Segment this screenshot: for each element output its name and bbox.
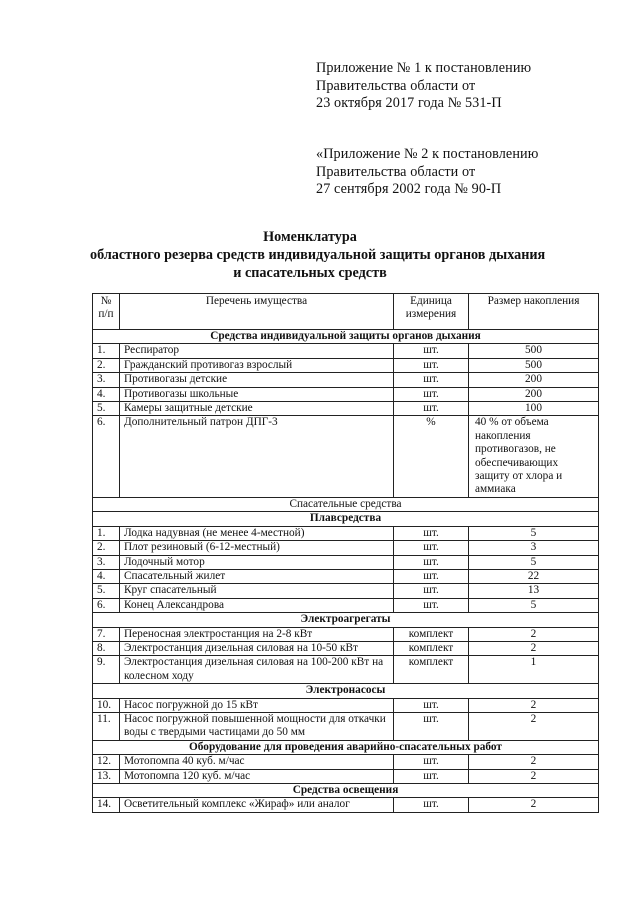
table-row: [93, 555, 599, 569]
row-number: 9.: [93, 656, 120, 684]
row-amount: 13: [469, 584, 599, 598]
row-name: Электростанция дизельная силовая на 10-50 кВт: [120, 641, 394, 655]
table-row: [93, 344, 599, 358]
appendix-line: 27 сентября 2002 года № 90-П: [316, 181, 502, 197]
table-row: [93, 769, 599, 783]
appendix-line: Правительства области от: [316, 163, 476, 180]
row-unit: шт.: [394, 712, 469, 740]
row-number: 7.: [93, 627, 120, 641]
row-name: Мотопомпа 120 куб. м/час: [120, 769, 394, 783]
row-unit: шт.: [394, 555, 469, 569]
row-amount: 5: [469, 526, 599, 540]
row-name: Мотопомпа 40 куб. м/час: [120, 755, 394, 769]
appendix-2-reference: [316, 146, 538, 199]
appendix-line: Правительства области от: [316, 77, 476, 94]
appendix-line: Приложение № 1 к постановлению: [316, 60, 532, 76]
row-unit: шт.: [394, 344, 469, 358]
row-amount: 500: [469, 358, 599, 372]
table-row: [93, 698, 599, 712]
section-respiratory: Средства индивидуальной защиты органов дыхания: [93, 330, 599, 344]
table-row: [93, 598, 599, 612]
header-unit: Единица измерения: [394, 294, 469, 330]
row-name: Переносная электростанция на 2-8 кВт: [120, 627, 394, 641]
section-lighting: Средства освещения: [93, 784, 599, 798]
row-name: Насос погружной до 15 кВт: [120, 698, 394, 712]
row-number: 5.: [93, 584, 120, 598]
row-number: 3.: [93, 555, 120, 569]
row-unit: комплект: [394, 656, 469, 684]
row-amount: 2: [469, 755, 599, 769]
row-amount: 100: [469, 402, 599, 416]
table-row: [93, 641, 599, 655]
table-body: [93, 330, 599, 813]
table-row: [93, 584, 599, 598]
row-amount: 3: [469, 541, 599, 555]
row-unit: шт.: [394, 598, 469, 612]
table-row: [93, 798, 599, 812]
table-row: [93, 627, 599, 641]
row-amount: 500: [469, 344, 599, 358]
table-row: [93, 402, 599, 416]
row-unit: шт.: [394, 698, 469, 712]
nomenclature-table: [92, 293, 599, 813]
row-name: Гражданский противогаз взрослый: [120, 358, 394, 372]
row-amount: 2: [469, 769, 599, 783]
row-name: Противогазы детские: [120, 373, 394, 387]
section-pumps: Электронасосы: [93, 684, 599, 698]
row-unit: шт.: [394, 755, 469, 769]
table-row: [93, 416, 599, 497]
row-unit: комплект: [394, 627, 469, 641]
row-unit: шт.: [394, 569, 469, 583]
row-number: 8.: [93, 641, 120, 655]
row-name: Насос погружной повышенной мощности для откачки воды с твердыми частицами до 50 мм: [120, 712, 394, 740]
section-row: [93, 684, 599, 698]
row-unit: шт.: [394, 798, 469, 812]
section-generators: Электроагрегаты: [93, 613, 599, 627]
row-name: Осветительный комплекс «Жираф» или аналог: [120, 798, 394, 812]
row-amount: 200: [469, 387, 599, 401]
section-row: [93, 330, 599, 344]
table-header-row: [93, 294, 599, 330]
row-amount: 5: [469, 598, 599, 612]
row-number: 4.: [93, 387, 120, 401]
section-rescue: Спасательные средства: [93, 497, 599, 511]
row-name: Лодочный мотор: [120, 555, 394, 569]
row-amount: 40 % от объема накопления противогазов, не обеспечивающих защиту от хлора и аммиака: [469, 416, 599, 497]
header-number: № п/п: [93, 294, 120, 330]
row-number: 12.: [93, 755, 120, 769]
row-name: Дополнительный патрон ДПГ-3: [120, 416, 394, 497]
row-amount: 2: [469, 627, 599, 641]
section-row: [93, 497, 599, 511]
row-number: 3.: [93, 373, 120, 387]
table-row: [93, 712, 599, 740]
appendix-1-reference: [316, 60, 531, 113]
row-unit: комплект: [394, 641, 469, 655]
row-unit: шт.: [394, 387, 469, 401]
section-watercraft: Плавсредства: [93, 512, 599, 526]
row-name: Электростанция дизельная силовая на 100-200 кВт на колесном ходу: [120, 656, 394, 684]
row-amount: 2: [469, 798, 599, 812]
appendix-line: «Приложение № 2 к постановлению: [316, 146, 539, 162]
table-row: [93, 755, 599, 769]
header-amount: Размер накопления: [469, 294, 599, 330]
row-number: 13.: [93, 769, 120, 783]
row-number: 11.: [93, 712, 120, 740]
row-amount: 2: [469, 712, 599, 740]
title-line: Номенклатура: [263, 229, 357, 245]
table-row: [93, 358, 599, 372]
row-number: 6.: [93, 598, 120, 612]
row-amount: 200: [469, 373, 599, 387]
title-line: областного резерва средств индивидуальной защиты органов дыхания: [90, 247, 546, 263]
row-unit: шт.: [394, 541, 469, 555]
table-row: [93, 656, 599, 684]
row-amount: 2: [469, 698, 599, 712]
row-number: 5.: [93, 402, 120, 416]
row-name: Камеры защитные детские: [120, 402, 394, 416]
row-amount: 22: [469, 569, 599, 583]
row-name: Противогазы школьные: [120, 387, 394, 401]
row-number: 2.: [93, 541, 120, 555]
row-number: 2.: [93, 358, 120, 372]
section-equipment: Оборудование для проведения аварийно-спасательных работ: [93, 740, 599, 754]
appendix-line: 23 октября 2017 года № 531-П: [316, 95, 502, 111]
table-row: [93, 541, 599, 555]
document-title: [90, 228, 546, 282]
table-row: [93, 373, 599, 387]
row-name: Конец Александрова: [120, 598, 394, 612]
row-number: 6.: [93, 416, 120, 497]
table-row: [93, 387, 599, 401]
row-unit: шт.: [394, 526, 469, 540]
row-amount: 1: [469, 656, 599, 684]
section-row: [93, 740, 599, 754]
row-amount: 2: [469, 641, 599, 655]
table-row: [93, 526, 599, 540]
row-unit: шт.: [394, 358, 469, 372]
row-name: Спасательный жилет: [120, 569, 394, 583]
row-unit: шт.: [394, 584, 469, 598]
row-unit: шт.: [394, 373, 469, 387]
row-number: 1.: [93, 526, 120, 540]
header-property-list: Перечень имущества: [120, 294, 394, 330]
row-number: 1.: [93, 344, 120, 358]
section-row: [93, 613, 599, 627]
row-name: Респиратор: [120, 344, 394, 358]
row-unit: шт.: [394, 402, 469, 416]
row-name: Плот резиновый (6-12-местный): [120, 541, 394, 555]
row-number: 10.: [93, 698, 120, 712]
row-amount: 5: [469, 555, 599, 569]
row-name: Лодка надувная (не менее 4-местной): [120, 526, 394, 540]
row-name: Круг спасательный: [120, 584, 394, 598]
row-number: 4.: [93, 569, 120, 583]
section-row: [93, 784, 599, 798]
row-unit: шт.: [394, 769, 469, 783]
row-unit: %: [394, 416, 469, 497]
title-line: и спасательных средств: [233, 265, 387, 281]
section-row: [93, 512, 599, 526]
table-row: [93, 569, 599, 583]
row-number: 14.: [93, 798, 120, 812]
